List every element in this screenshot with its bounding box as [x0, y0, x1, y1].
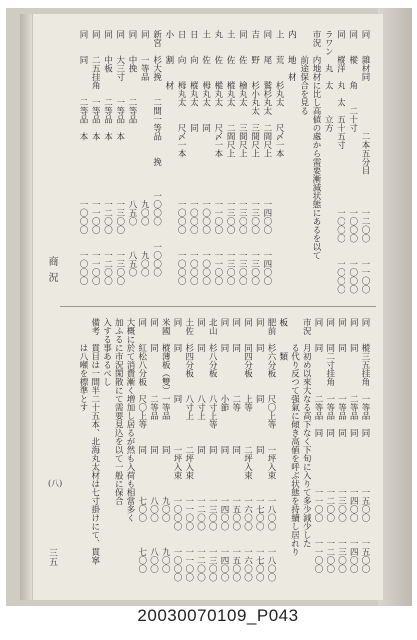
top-block-column: 前途保合を見る — [298, 30, 309, 115]
section-number: (八) — [48, 479, 63, 488]
bottom-block-column: 同 樅三五挂角 一等品 同 一五〇〇 一五〇〇 — [360, 318, 370, 573]
right-page-edge — [378, 8, 412, 606]
top-block-column: ラワン 丸 太 立方 — [323, 30, 334, 132]
bottom-block-column: 加ふるに市況閑散にて需要見込を以て一般に保合 — [113, 318, 124, 505]
bottom-block-column: 板 類 — [277, 318, 288, 361]
top-block-column: 同 佐 檜丸太 三間尺上 一三〇〇 一三〇〇 — [237, 30, 248, 285]
bottom-block-column: 同 同 二等品 同 一四〇〇 一四〇〇 — [348, 318, 359, 573]
top-block-column: 小 割 材 — [163, 30, 174, 90]
bottom-block-column: は八噸を標準とす — [78, 318, 88, 412]
top-block-column: 吉 野 杉小丸太 三間尺上 一三〇〇 一三〇〇 — [249, 30, 260, 285]
top-block-column: 同 尾 鷲杉丸太 二間尺上 一四〇〇 一四〇〇 — [261, 30, 272, 285]
bottom-block-column: 肥前 杉六分板 尺〇上等 一坪入束 一八〇〇 一八〇〇 — [266, 318, 276, 582]
top-block-column: 同 二五挂角 一等品 本 一一〇〇 一一〇〇 — [90, 30, 101, 285]
bottom-block-column: 北山 杉八分板 八寸上等 同 一三〇〇 一三〇〇 — [207, 318, 218, 582]
top-block-column: 内 地 材 — [286, 30, 297, 81]
bottom-block-column: 同 同 同 同 一七〇〇 一七〇〇 — [254, 318, 265, 582]
top-block-column: 丸 佐 樅丸太 尺〆一本 一一〇〇 一一〇〇 — [212, 30, 223, 285]
book-binding — [20, 14, 33, 600]
bottom-block-column: 同 同 八寸上 同 一二〇〇 一二〇〇 — [195, 318, 206, 582]
top-block-column: 同 樅 角 二十寸 一〇〇〇 一〇〇〇 — [347, 30, 358, 294]
bottom-block-column: る代り反つて强氣に傾き高値を呼ぶ状態を持續し居れり — [289, 318, 300, 556]
top-block-column: 同 同 二等品 本 一〇〇〇 一〇〇〇 — [78, 30, 88, 285]
bottom-block-column: 同 同 二等品 同 一一〇〇 一一〇〇 — [313, 318, 323, 573]
bottom-block-column: 同 同 小節 同 一四〇〇 一四〇〇 — [219, 318, 229, 582]
top-block-column: 同 樅洋 丸 太 五十五寸 一〇〇〇 一〇〇〇 — [335, 30, 346, 294]
block-divider — [60, 306, 376, 307]
bottom-block-column: 同 同 二等 同 一五〇〇 一五〇〇 — [230, 318, 241, 582]
bottom-block-column: 市況 月初め以來大なる高下なく下旬に入りて多少減少した — [301, 318, 312, 548]
running-head: 商況 — [46, 256, 57, 288]
top-block-column: 同 一等品 九〇〇 九〇〇 — [139, 30, 150, 277]
top-block-column: 上 荒 杉丸太 尺〆一本 — [274, 30, 285, 158]
top-block-column: 同 中板 二等品 本 一二〇〇 一二〇〇 — [102, 30, 113, 285]
top-block-column: 市況 内地材に比し高値の處から需要漸減状態にあるを以て — [310, 30, 321, 260]
bottom-block-column: 同 同 一等品 同 一三〇〇 一三〇〇 — [336, 318, 347, 573]
top-block-column: 日 向 栂丸太 尺〆一本 一〇〇〇 一〇〇〇 — [176, 30, 187, 285]
bottom-block-column: 同 同二寸挂角 一等品 同 一二〇〇 一二〇〇 — [324, 318, 335, 573]
bottom-block-column: 備考 貫目は一間半二十五本、北海丸太材は七寸掛けにて、貫寧 — [89, 318, 100, 565]
top-block-column: 土 佐 栂丸太 同 一〇〇〇 一〇〇〇 — [200, 30, 211, 285]
top-block-column: 土 佐 樅丸太 二間尺上 一三〇〇 一三〇〇 — [225, 30, 236, 285]
bottom-block-column: 同 同 二等品 同 八〇〇 八〇〇 — [148, 318, 159, 573]
top-block-column: 同 中挽 二等品 八五〇 八五〇 — [127, 30, 138, 277]
bottom-block-column: 入する事あるべし — [101, 318, 112, 386]
top-block-column: 新宮 杉大挽 二間一等品 挽 一〇〇〇 一〇〇〇 — [151, 30, 162, 277]
image-caption: 20030070109_P043 — [137, 606, 299, 625]
bottom-block-column: 大概に於て消費漸く増加し居るが然も入荷も相當多く — [125, 318, 135, 522]
top-block-column: 同 雜材同 二本五分目 一二〇〇 一一〇〇 — [360, 30, 370, 294]
bottom-block-column: 米國 樅薄板（雙）一等品 同 九〇〇 九〇〇 — [160, 318, 171, 573]
bottom-block-column: 土佐 杉四分板 八寸上 二坪入束 一一〇〇 一一〇〇 — [183, 318, 194, 582]
bottom-block-column: 同 同 同 一坪入束 一〇〇〇 一〇〇〇 — [172, 318, 182, 582]
bottom-block-column: 同 紅松八分板 尺〇上等 同 七〇〇 七〇〇 — [136, 318, 147, 573]
top-block-column: 同 大三寸 一等品 本 一三〇〇 一三〇〇 — [114, 30, 125, 285]
top-block-column: 日 向 樅丸太 同 一〇〇〇 一〇〇〇 — [188, 30, 199, 285]
page-number: 三五 — [47, 548, 57, 566]
bottom-block-column: 同 同四分板 上等 二坪入束 一六〇〇 一六〇〇 — [242, 318, 253, 582]
